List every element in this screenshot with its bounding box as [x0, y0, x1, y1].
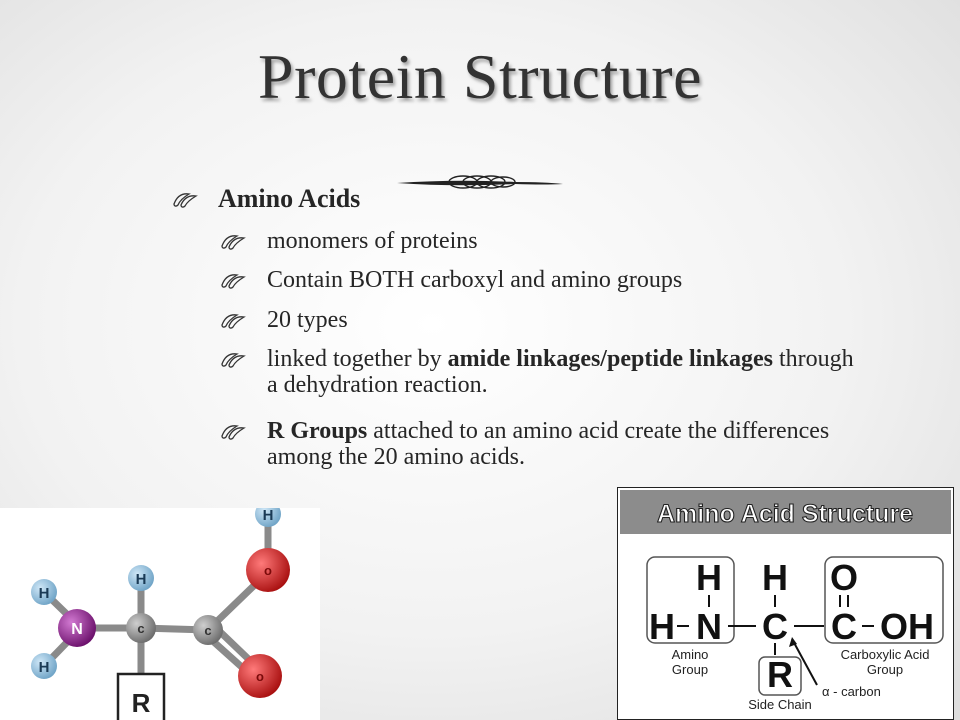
bullet-amino-acids: [170, 186, 360, 212]
r-group-label: R: [131, 688, 151, 718]
bullet-text: linked together by: [267, 346, 448, 372]
bullet-emphasis: amide linkages/peptide linkages: [447, 346, 774, 372]
atom-label: O: [829, 557, 859, 598]
bullet-ornament-icon: [218, 420, 248, 442]
bullet-emphasis: R Groups: [267, 418, 368, 444]
amino-group-label: Amino: [671, 647, 709, 662]
bullet-text: through a dehydration reaction.: [267, 346, 854, 398]
sub-bullet-4: [218, 346, 868, 398]
bullet-ornament-icon: [218, 230, 248, 252]
atom-label: C: [831, 606, 857, 647]
bullet-text: attached to an amino acid create the differences among the 20 amino acids.: [267, 418, 830, 470]
sub-bullet-2: [218, 267, 868, 293]
bullet-text: 20 types: [267, 307, 348, 333]
sub-bullet-5: [218, 418, 868, 470]
atom-label: H: [649, 606, 675, 647]
atom-label: c: [137, 621, 145, 636]
bullet-ornament-icon: [218, 348, 248, 370]
atom-label: C: [762, 606, 788, 647]
atom-label: o: [264, 563, 272, 578]
bullet-ornament-icon: [218, 309, 248, 331]
atom-label: o: [256, 669, 264, 684]
amino-acid-ball-model: [0, 508, 320, 720]
atom-label: H: [262, 508, 274, 524]
bullet-text: monomers of proteins: [267, 228, 478, 254]
atom-label: H: [38, 585, 50, 602]
atom-label: H: [135, 571, 147, 588]
atom-label: R: [767, 654, 793, 695]
atom-label: H: [696, 557, 722, 598]
slide-title: Protein Structure: [258, 41, 702, 112]
amino-acid-structure-diagram: [617, 487, 954, 720]
diagram-header: Amino Acid Structure: [656, 500, 914, 528]
atom-label: N: [71, 621, 83, 638]
bullet-heading: Amino Acids: [218, 184, 361, 213]
atom-label: H: [762, 557, 788, 598]
amino-group-label: Group: [671, 662, 709, 677]
side-chain-label: Side Chain: [748, 697, 812, 712]
flourish-ornament: [395, 170, 565, 196]
carboxylic-group-label: Group: [866, 662, 904, 677]
carboxylic-group-label: Carboxylic Acid: [840, 647, 930, 662]
atom-label: N: [696, 606, 722, 647]
sub-bullet-3: [218, 307, 868, 333]
bullet-ornament-icon: [170, 188, 200, 210]
atom-label: c: [204, 623, 212, 638]
bullet-text: Contain BOTH carboxyl and amino groups: [267, 267, 683, 293]
atom-label: H: [38, 659, 50, 676]
alpha-carbon-label: α - carbon: [822, 684, 881, 699]
atom-label: OH: [880, 606, 934, 647]
sub-bullet-1: [218, 228, 868, 254]
bullet-ornament-icon: [218, 269, 248, 291]
